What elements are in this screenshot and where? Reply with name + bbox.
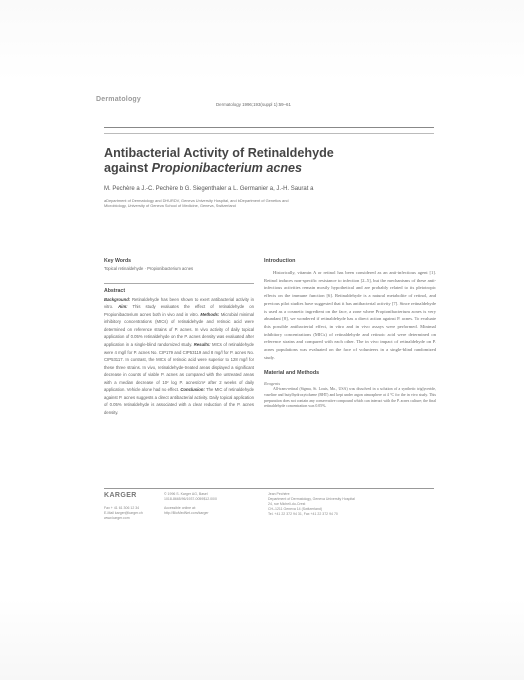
footer-copyright-line: © 1996 S. Karger AG, Basel xyxy=(164,492,208,496)
article-title xyxy=(104,146,434,176)
key-words-text: Topical retinaldehyde · Propionibacterium acnes xyxy=(104,265,194,271)
abstract-background-label: Background: xyxy=(104,296,131,302)
affiliations xyxy=(104,198,414,209)
abstract-body xyxy=(104,296,254,417)
abstract-aim-text: This study evaluates the effect of retinaldehyde on Propionibacterium acnes both in vivo and in vitro. xyxy=(104,304,254,317)
journal-reference: Dermatology 1996;193(suppl 1):59–61 xyxy=(216,102,291,107)
abstract-methods-text: Microbial minimal inhibitory concentrations (MICs) of retinaldehyde and retinoic acid were determined on reference strains of P. acnes. In vivo activity of daily topical application of 0.05% retinaldehyde on the P. acnes density was evaluated after application in a single-blind randomized study. xyxy=(104,311,254,347)
journal-logo: Dermatology xyxy=(96,96,141,103)
key-words-heading: Key Words xyxy=(104,258,132,264)
abstract-conclusion-text: The MIC of retinaldehyde against P. acnes suggests a direct antibacterial activity. Daily topical application of 0.05% retinaldehyde is associated with a clear reduction of the P. acnes density. xyxy=(104,387,254,415)
methods-text: All-trans-retinal (Sigma, St. Louis, Mo., USA) was dissolved in a solution of a synthetic triglyceride, vaseline and butylhydroxytoluene (BHT) and kept under argon atmosphere at 4 °C for the in vivo study. This preparation does not contain any conservative compound which can interact with the P. acnes culture; the final retinaldehyde concentration was 0.05%. xyxy=(264,387,436,409)
corr-dept: Department of Dermatology, Geneva University Hospital xyxy=(268,496,355,501)
abstract-background-text: Retinaldehyde has been shown to exert antibacterial activity in vitro. xyxy=(104,296,254,310)
footer-website: www.karger.com xyxy=(104,515,130,520)
methods-body xyxy=(264,387,436,409)
abstract-aim-label: Aim: xyxy=(113,304,128,310)
methods-heading: Material and Methods xyxy=(264,370,320,377)
affiliation-line-2: Microbiology, University of Geneva School of Medicine, Geneva, Switzerland xyxy=(104,203,236,209)
footer-online-access xyxy=(164,506,209,516)
corr-city: CH–1211 Geneva 14 (Switzerland) xyxy=(268,506,323,511)
title-line-2-italic: Propionibacterium acnes xyxy=(151,161,303,175)
introduction-heading: Introduction xyxy=(264,258,296,264)
header-rule xyxy=(104,127,434,128)
introduction-body xyxy=(264,269,436,361)
authors: M. Pechère a J.-C. Pechère b G. Siegenthaler a L. Germanier a, J.-H. Saurat a xyxy=(104,186,314,192)
title-line-2 xyxy=(104,161,434,176)
footer-contact xyxy=(104,506,143,521)
title-line-1: Antibacterial Activity of Retinaldehyde xyxy=(104,146,334,160)
footer-access-label: Accessible online at: xyxy=(164,506,196,510)
affiliation-line-1: aDepartment of Dermatology and DHURDV, Geneva University Hospital, and bDepartment of Genetics and xyxy=(104,198,289,203)
footer-rule xyxy=(104,488,434,489)
introduction-text: Historically, vitamin A or retinol has been considered as an anti-infectious agent [1]. Retinol induces non-specific resistance to infection [2–5], but the mechanisms of these anti-infectious activities remain mostly hypothetical and are probably related to its pleiotropic effects on the immune function [6]. Retinaldehyde is a natural metabolite of retinol, and previous pilot studies have suggested that it has antibacterial activity [7]. Since retinaldehyde is used as a cosmetic ingredient on the face, a zone where Propionibacterium acnes is very abundant [8], we wondered if retinaldehyde has a direct action against P. acnes. To evaluate this possible antibacterial effect, in vitro and in vivo assays were performed. Minimal inhibitory concentrations (MICs) of retinaldehyde and retinoic acid were determined on reference strains and compared with each other. The in vivo impact of retinaldehyde on P. acnes populations was evaluated on the face of volunteers in a single-blind randomized study. xyxy=(264,270,436,360)
corr-street: 24, rue Micheli-du-Crest xyxy=(268,501,306,506)
abstract-results-label: Results: xyxy=(192,341,211,347)
corr-name: Jean Pechère xyxy=(268,492,290,496)
left-column xyxy=(104,258,254,416)
abstract-heading: Abstract xyxy=(104,283,254,294)
footer-email: E-Mail karger@karger.ch xyxy=(104,510,143,515)
abstract-methods-label: Methods: xyxy=(198,311,220,317)
title-line-2-plain: against xyxy=(104,161,152,175)
footer-copyright xyxy=(164,492,217,502)
footer-access-url: http://BioMedNet.com/karger xyxy=(164,510,209,515)
footer-fax: Fax + 41 61 306 12 34 xyxy=(104,506,140,510)
right-column xyxy=(264,258,436,410)
footer-issn: 1018-8665/96/1937-0059$12.00/0 xyxy=(164,496,217,501)
reagents-subheading: Reagents xyxy=(264,381,281,387)
publisher-logo: KARGER xyxy=(104,492,137,499)
header-rule-thin xyxy=(104,133,434,134)
abstract-results-text: MICs of retinaldehyde were 4 mg/l for P. acnes No. CIP179 and CIP53119 and 8 mg/l for P. acnes No. CIP53117. In contrast, the MICs of retinoic acid were superior to 128 mg/l for these three strains. In vivo, retinaldehyde-treated areas displayed a significant decrease in counts of viable P. acnes as compared with the untreated areas with a median decrease of 10² log P. acnes/cm² after 2 weeks of daily application. Vehicle alone had no effect. xyxy=(104,341,254,393)
corr-phone: Tel. +41 22 372 94 31, Fax +41 22 372 94 70 xyxy=(268,511,338,516)
footer-correspondence xyxy=(268,492,355,517)
abstract-conclusion-label: Conclusion: xyxy=(179,387,205,393)
